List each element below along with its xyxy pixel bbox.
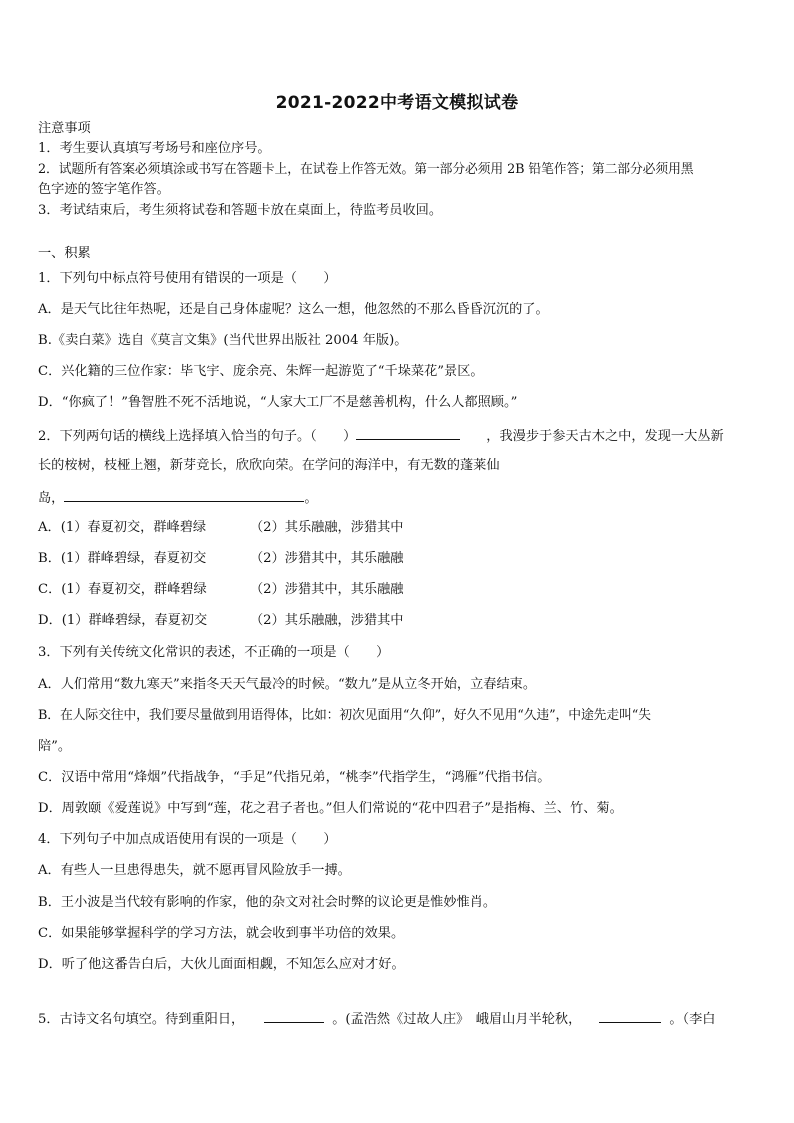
option-a xyxy=(38,519,403,537)
option-c: C．如果能够掌握科学的学习方法，就会收到事半功倍的效果。 xyxy=(38,926,405,941)
option-part: A．(1）春夏初交，群峰碧绿 xyxy=(38,520,207,535)
answer-blank xyxy=(599,1009,661,1023)
stem-text: 。(孟浩然《过故人庄》 峨眉山月半轮秋， xyxy=(332,1012,582,1027)
question-stem xyxy=(38,1009,715,1029)
notice-item: 3．考试结束后，考生须将试卷和答题卡放在桌面上，待监考员收回。 xyxy=(38,203,443,218)
option-d xyxy=(38,612,403,630)
option-d: D．“你疯了！”鲁智胜不死不活地说，“人家大工厂不是慈善机构，什么人都照顾。” xyxy=(38,395,518,410)
answer-blank xyxy=(356,426,460,440)
option-part: （2）其乐融融，涉猎其中 xyxy=(250,613,404,628)
option-d: D．周敦颐《爱莲说》中写到“莲，花之君子者也。”但人们常说的“花中四君子”是指梅、兰、竹、菊。 xyxy=(38,801,623,816)
notice-item: 2．试题所有答案必须填涂或书写在答题卡上，在试卷上作答无效。第一部分必须用 2B 铅笔作答；第二部分必须用黑 xyxy=(38,162,694,177)
option-a: A．人们常用“数九寒天”来指冬天天气最冷的时候。“数九”是从立冬开始，立春结束。 xyxy=(38,677,537,692)
notice-heading: 注意事项 xyxy=(38,121,91,136)
answer-blank xyxy=(264,1009,324,1023)
stem-text: ，我漫步于参天古木之中，发现一大丛新 xyxy=(486,429,724,444)
option-c: C．汉语中常用“烽烟”代指战争，“手足”代指兄弟，“桃李”代指学生，“鸿雁”代指书信。 xyxy=(38,770,551,785)
option-b: B．王小波是当代较有影响的作家，他的杂文对社会时弊的议论更是惟妙惟肖。 xyxy=(38,895,497,910)
section-heading: 一、积累 xyxy=(38,246,91,261)
notice-item: 色字迹的签字笔作答。 xyxy=(38,182,170,197)
option-b: B.《卖白菜》选自《莫言文集》(当代世界出版社 2004 年版)。 xyxy=(38,333,408,348)
question-stem-cont xyxy=(38,488,318,508)
option-part: （2）涉猎其中，其乐融融 xyxy=(250,551,404,566)
stem-text: 。（李白 xyxy=(669,1012,716,1027)
question-stem: 4．下列句子中加点成语使用有误的一项是（ ） xyxy=(38,832,337,847)
option-c: C．兴化籍的三位作家：毕飞宇、庞余亮、朱辉一起游览了“千垛菜花”景区。 xyxy=(38,364,484,379)
notice-item: 1．考生要认真填写考场号和座位序号。 xyxy=(38,141,271,156)
option-b xyxy=(38,550,403,568)
stem-text: 。 xyxy=(304,491,318,506)
exam-title: 2021-2022中考语文模拟试卷 xyxy=(275,93,519,113)
option-b-cont: 陪”。 xyxy=(38,739,72,754)
stem-text: 2．下列两句话的横线上选择填入恰当的句子。（ ） xyxy=(38,429,357,444)
question-stem-cont: 长的桉树，枝桠上翘，新芽竞长，欣欣向荣。在学问的海洋中，有无数的蓬莱仙 xyxy=(38,458,500,473)
option-part: （2）涉猎其中，其乐融融 xyxy=(250,582,404,597)
question-stem xyxy=(38,426,724,446)
option-b: B．在人际交往中，我们要尽量做到用语得体，比如：初次见面用“久仰”，好久不见用“久违”，中途先走叫“失 xyxy=(38,708,651,723)
question-stem: 3．下列有关传统文化常识的表述，不正确的一项是（ ） xyxy=(38,645,390,660)
option-part: C．(1）春夏初交，群峰碧绿 xyxy=(38,582,207,597)
question-stem: 1．下列句中标点符号使用有错误的一项是（ ） xyxy=(38,271,337,286)
option-part: B．(1）群峰碧绿，春夏初交 xyxy=(38,551,207,566)
stem-text: 5．古诗文名句填空。待到重阳日， xyxy=(38,1012,245,1027)
option-part: （2）其乐融融，涉猎其中 xyxy=(250,520,404,535)
answer-blank xyxy=(64,488,304,502)
option-part: D．(1）群峰碧绿，春夏初交 xyxy=(38,613,208,628)
stem-text: 岛， xyxy=(38,491,65,506)
option-d: D．听了他这番告白后，大伙儿面面相觑，不知怎么应对才好。 xyxy=(38,957,405,972)
option-a: A．是天气比往年热呢，还是自己身体虚呢？这么一想，他忽然的不那么昏昏沉沉的了。 xyxy=(38,302,549,317)
option-a: A．有些人一旦患得患失，就不愿再冒风险放手一搏。 xyxy=(38,863,351,878)
option-c xyxy=(38,581,403,599)
